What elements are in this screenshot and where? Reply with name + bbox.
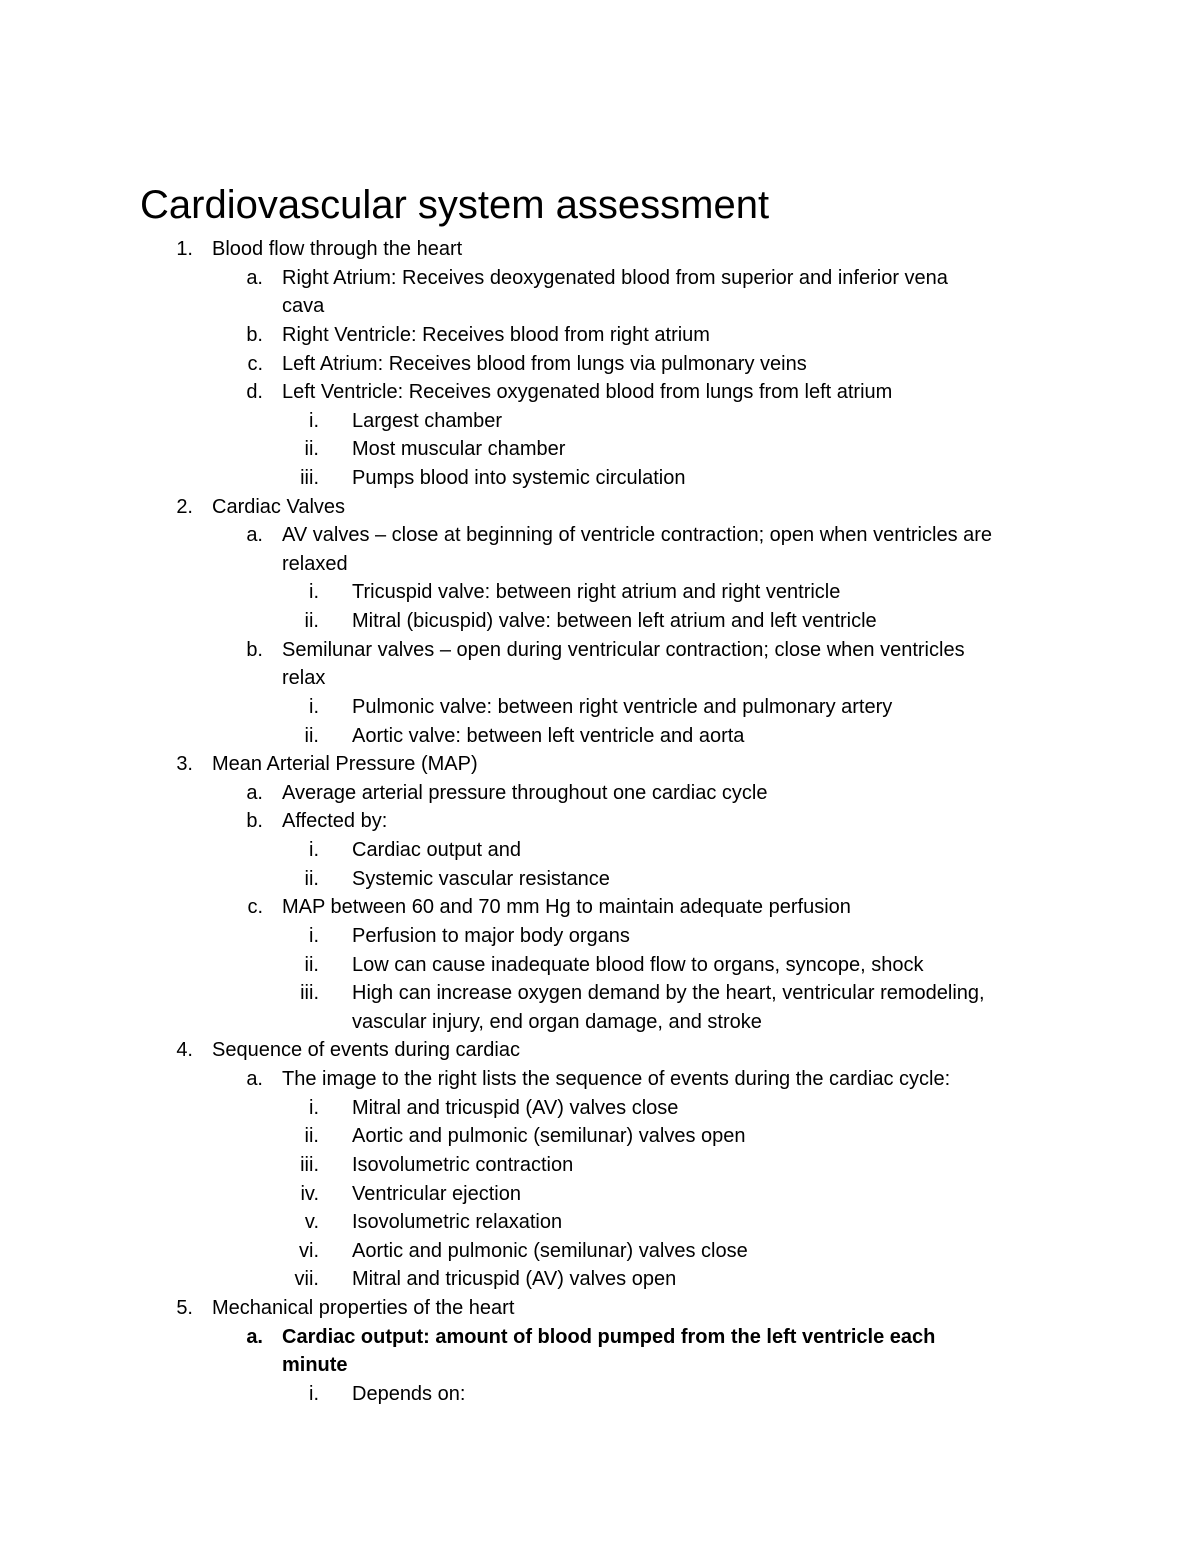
outline-line-level-2 xyxy=(0,1065,1200,1094)
outline-line-level-3 xyxy=(0,1265,1200,1294)
list-item-text: Isovolumetric relaxation xyxy=(352,1211,563,1234)
list-item-text: relax xyxy=(282,667,326,690)
list-item-text: Mean Arterial Pressure (MAP) xyxy=(212,753,478,776)
list-marker: ii. xyxy=(304,1125,319,1148)
outline-line-level-2 xyxy=(0,807,1200,836)
list-item-text: Semilunar valves – open during ventricular contraction; close when ventricles xyxy=(282,638,965,661)
list-item-text: Most muscular chamber xyxy=(352,438,566,461)
outline-line-level-3 xyxy=(0,1151,1200,1180)
outline-line-level-2 xyxy=(0,1351,1200,1380)
list-item-text: Depends on: xyxy=(352,1382,466,1405)
outline-line-level-3 xyxy=(0,922,1200,951)
list-item-text: Low can cause inadequate blood flow to organs, syncope, shock xyxy=(352,953,924,976)
list-item-text: Pulmonic valve: between right ventricle and pulmonary artery xyxy=(352,695,893,718)
list-item-text: minute xyxy=(282,1354,348,1377)
outline-line-level-3 xyxy=(0,1122,1200,1151)
outline-line-level-1 xyxy=(0,1294,1200,1323)
list-marker: c. xyxy=(247,896,263,919)
outline-line-level-3 xyxy=(0,1208,1200,1237)
list-marker: a. xyxy=(246,1068,263,1090)
outline-line-level-3 xyxy=(0,979,1200,1008)
list-item-text: Blood flow through the heart xyxy=(212,238,463,260)
outline-line-level-3 xyxy=(0,1237,1200,1266)
list-marker: i. xyxy=(309,1382,319,1405)
outline-line-level-3 xyxy=(0,951,1200,980)
list-marker: 3. xyxy=(176,753,193,776)
list-item-text: Cardiac output: amount of blood pumped from the left ventricle each xyxy=(282,1325,936,1348)
list-marker: a. xyxy=(246,781,263,804)
list-item-text: Isovolumetric contraction xyxy=(352,1153,574,1176)
list-item-text: Largest chamber xyxy=(352,409,503,432)
list-item-text: Mitral and tricuspid (AV) valves open xyxy=(352,1268,677,1291)
outline-line-level-2 xyxy=(0,378,1200,407)
outline-line-level-3 xyxy=(0,865,1200,894)
list-marker: d. xyxy=(246,381,263,404)
list-marker: i. xyxy=(309,1096,319,1119)
outline-line-level-2 xyxy=(0,893,1200,922)
list-item-text: Cardiac output and xyxy=(352,839,522,861)
outline-line-level-3 xyxy=(0,1008,1200,1037)
list-marker: a. xyxy=(246,524,263,547)
list-item-text: Aortic and pulmonic (semilunar) valves open xyxy=(352,1125,746,1148)
outline-line-level-2 xyxy=(0,292,1200,321)
list-item-text: AV valves – close at beginning of ventricle contraction; open when ventricles are xyxy=(282,524,993,547)
list-marker: 1. xyxy=(176,238,193,260)
list-item-text: MAP between 60 and 70 mm Hg to maintain adequate perfusion xyxy=(282,896,851,919)
outline-line-level-2 xyxy=(0,550,1200,579)
list-item-text: relaxed xyxy=(282,552,348,575)
outline-line-level-3 xyxy=(0,1380,1200,1409)
list-item-text: Mechanical properties of the heart xyxy=(212,1296,515,1319)
list-item-text: Right Ventricle: Receives blood from right atrium xyxy=(282,323,710,346)
outline-line-level-3 xyxy=(0,578,1200,607)
outline-line-level-2 xyxy=(0,321,1200,350)
document-title: Cardiovascular system assessment xyxy=(140,183,770,227)
list-marker: i. xyxy=(309,839,319,861)
outline-line-level-3 xyxy=(0,464,1200,493)
list-item-text: Tricuspid valve: between right atrium and right ventricle xyxy=(352,581,841,604)
list-marker: iii. xyxy=(300,1153,319,1176)
outline-line-level-2 xyxy=(0,636,1200,665)
list-item-text: Affected by: xyxy=(282,810,388,833)
list-marker: b. xyxy=(246,638,263,661)
outline-line-level-2 xyxy=(0,664,1200,693)
list-item-text: High can increase oxygen demand by the heart, ventricular remodeling, xyxy=(352,982,985,1005)
outline-line-level-2 xyxy=(0,779,1200,808)
outline-line-level-3 xyxy=(0,407,1200,436)
list-item-text: Aortic and pulmonic (semilunar) valves close xyxy=(352,1239,748,1262)
list-marker: a. xyxy=(246,1325,263,1348)
list-item-text: Systemic vascular resistance xyxy=(352,867,610,890)
list-marker: c. xyxy=(247,352,263,375)
outline-line-level-3 xyxy=(0,1180,1200,1209)
list-marker: i. xyxy=(309,924,319,947)
list-marker: ii. xyxy=(304,724,319,747)
list-marker: i. xyxy=(309,581,319,604)
outline-line-level-1 xyxy=(0,235,1200,264)
outline-line-level-3 xyxy=(0,435,1200,464)
list-marker: iv. xyxy=(300,1182,319,1205)
outline-line-level-1 xyxy=(0,1036,1200,1065)
outline-line-level-3 xyxy=(0,1094,1200,1123)
list-marker: vi. xyxy=(299,1239,319,1262)
list-item-text: Aortic valve: between left ventricle and aorta xyxy=(352,724,745,747)
list-marker: b. xyxy=(246,810,263,833)
list-item-text: The image to the right lists the sequence of events during the cardiac cycle: xyxy=(282,1068,951,1090)
list-marker: i. xyxy=(309,695,319,718)
list-marker: iii. xyxy=(300,467,319,489)
outline-line-level-3 xyxy=(0,836,1200,865)
outline-line-level-3 xyxy=(0,607,1200,636)
list-marker: 5. xyxy=(176,1296,193,1319)
list-marker: i. xyxy=(309,409,319,432)
outline-line-level-2 xyxy=(0,1323,1200,1352)
list-marker: a. xyxy=(246,266,263,289)
list-marker: 4. xyxy=(176,1039,193,1062)
list-item-text: Cardiac Valves xyxy=(212,495,346,518)
list-marker: ii. xyxy=(304,610,319,633)
list-item-text: Left Atrium: Receives blood from lungs via pulmonary veins xyxy=(282,352,807,375)
list-item-text: Mitral (bicuspid) valve: between left atrium and left ventricle xyxy=(352,610,877,633)
list-marker: 2. xyxy=(176,495,193,518)
outline-line-level-2 xyxy=(0,350,1200,379)
list-item-text: Mitral and tricuspid (AV) valves close xyxy=(352,1096,679,1119)
list-item-text: Average arterial pressure throughout one cardiac cycle xyxy=(282,781,768,804)
list-marker: vii. xyxy=(294,1268,319,1291)
list-item-text: Pumps blood into systemic circulation xyxy=(352,467,686,489)
list-item-text: Right Atrium: Receives deoxygenated blood from superior and inferior vena xyxy=(282,266,948,289)
list-item-text: Ventricular ejection xyxy=(352,1182,521,1205)
list-marker: ii. xyxy=(304,438,319,461)
list-marker: b. xyxy=(246,323,263,346)
outline-line-level-1 xyxy=(0,750,1200,779)
list-item-text: cava xyxy=(282,295,325,318)
list-item-text: Perfusion to major body organs xyxy=(352,924,630,947)
list-marker: ii. xyxy=(304,953,319,976)
list-marker: ii. xyxy=(304,867,319,890)
outline-line-level-2 xyxy=(0,521,1200,550)
outline-line-level-1 xyxy=(0,493,1200,522)
outline-line-level-2 xyxy=(0,264,1200,293)
list-item-text: Left Ventricle: Receives oxygenated blood from lungs from left atrium xyxy=(282,381,893,404)
list-item-text: vascular injury, end organ damage, and stroke xyxy=(352,1010,762,1033)
outline-line-level-3 xyxy=(0,693,1200,722)
list-marker: v. xyxy=(304,1211,319,1234)
outline-line-level-3 xyxy=(0,722,1200,751)
list-marker: iii. xyxy=(300,982,319,1005)
list-item-text: Sequence of events during cardiac xyxy=(212,1039,520,1062)
